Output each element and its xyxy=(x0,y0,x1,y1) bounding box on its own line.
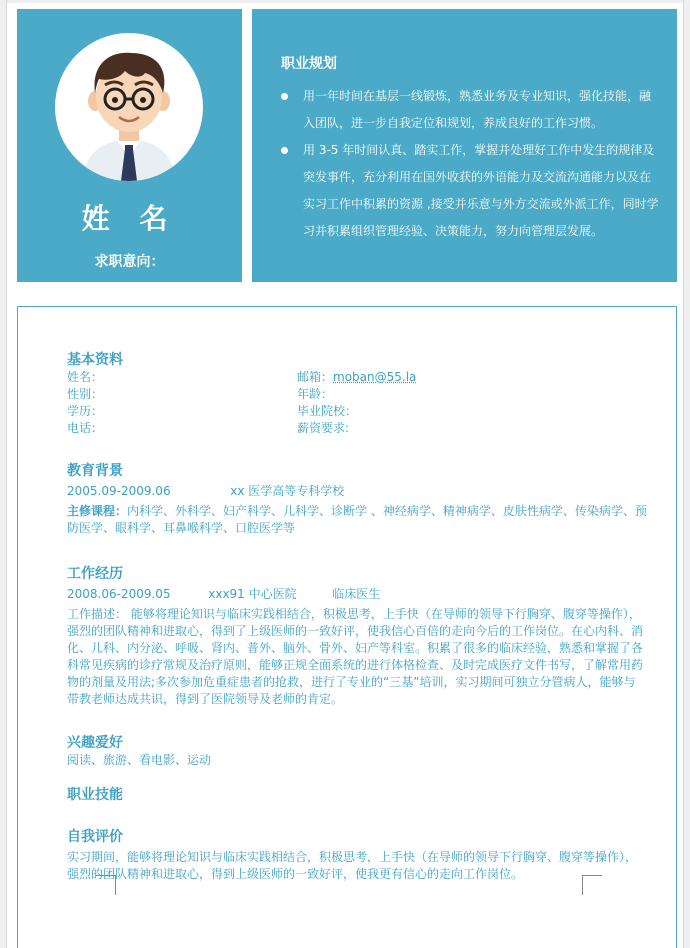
basic-info-section xyxy=(67,349,647,437)
courses-text: 内科学、外科学、妇产科学、儿科学、诊断学 、神经病学、精神病学、皮肤性病学、传染病学、预防医学、眼科学、耳鼻喉科学、口腔医学等 xyxy=(67,504,647,535)
basic-info-row xyxy=(67,403,647,420)
phone-label: 电话： xyxy=(67,421,104,435)
bullet-icon xyxy=(281,147,288,154)
basic-info-row xyxy=(67,420,647,437)
education-title: 教育背景 xyxy=(67,463,123,479)
career-plan-list xyxy=(281,83,661,245)
basic-info-row xyxy=(67,386,647,403)
courses-label: 主修课程： xyxy=(67,504,128,518)
profile-card xyxy=(17,9,242,282)
hobbies-content: 阅读、旅游、看电影、运动 xyxy=(67,753,212,767)
email-link[interactable]: moban@55.la xyxy=(333,370,417,384)
work-section xyxy=(67,563,647,708)
work-period: 2008.06-2009.05 xyxy=(67,587,171,601)
gender-label: 性别： xyxy=(67,387,104,401)
education-school: xx 医学高等专科学校 xyxy=(230,484,345,498)
basic-info-title: 基本资料 xyxy=(67,352,123,368)
career-plan-card xyxy=(252,9,677,282)
page-left-edge xyxy=(0,0,7,948)
work-title: 工作经历 xyxy=(67,566,123,582)
hobbies-section xyxy=(67,732,647,769)
work-hospital: xxx91 中心医院 xyxy=(208,587,297,601)
candidate-name: 姓 名 xyxy=(81,202,178,235)
job-intent-label: 求职意向： xyxy=(94,254,165,270)
education-label: 学历： xyxy=(67,404,104,418)
skills-title: 职业技能 xyxy=(67,787,123,803)
salary-label: 薪资要求: xyxy=(297,421,350,435)
page-top-edge xyxy=(0,0,690,3)
basic-info-row xyxy=(67,369,647,386)
self-eval-title: 自我评价 xyxy=(67,829,123,845)
crop-mark-icon xyxy=(582,875,602,895)
crop-mark-icon xyxy=(96,875,116,895)
career-plan-item xyxy=(281,83,661,137)
school-label: 毕业院校： xyxy=(297,404,358,418)
career-plan-title: 职业规划 xyxy=(281,56,337,72)
education-section xyxy=(67,460,647,537)
work-position: 临床医生 xyxy=(332,587,381,601)
skills-section xyxy=(67,784,647,804)
career-plan-item xyxy=(281,137,661,245)
self-eval-section xyxy=(67,826,647,883)
avatar xyxy=(55,33,203,181)
age-label: 年龄： xyxy=(297,387,334,401)
name-label: 姓名： xyxy=(67,370,104,384)
career-plan-item-text: 用一年时间在基层一线锻炼，熟悉业务及专业知识，强化技能，融入团队，进一步自我定位和规划，养成良好的工作习惯。 xyxy=(303,89,652,130)
hobbies-title: 兴趣爱好 xyxy=(67,735,123,751)
self-eval-content: 实习期间，能够将理论知识与临床实践相结合，积极思考，上手快（在导师的领导下行胸穿、腹穿等操作），强烈的团队精神和进取心，得到上级医师的一致好评，使我更有信心的走向工作岗位。 xyxy=(67,850,638,881)
education-entry xyxy=(67,483,647,500)
bullet-icon xyxy=(281,93,288,100)
education-courses xyxy=(67,503,647,537)
education-period: 2005.09-2009.06 xyxy=(67,484,171,498)
work-entry xyxy=(67,586,647,603)
career-plan-item-text: 用 3-5 年时间认真、踏实工作，掌握并处理好工作中发生的规律及突发事件，充分利用在国外收获的外语能力及交流沟通能力以及在实习工作中积累的资源 ,接受并乐意与外方交流或外派工作，同时学习并积累组织管理经验、决策能力，努力向管理层发展。 xyxy=(303,143,659,238)
page-right-edge xyxy=(683,0,690,948)
resume-main-section xyxy=(17,306,677,948)
avatar-illustration-icon xyxy=(55,33,203,181)
work-description: 工作描述： 能够将理论知识与临床实践相结合，积极思考，上手快（在导师的领导下行胸穿、腹穿等操作），强烈的团队精神和进取心，得到了上级医师的一致好评，使我信心百倍的走向今后的工作岗位。在心内科、消化、儿科、内分泌、呼吸、肾内、普外、脑外、骨外、妇产等科室。积累了很多的临床经验，熟悉和掌握了各科常见疾病的诊疗常规及治疗原则，能够正规全面系统的进行体格检查、及时完成医疗文件书写，了解常用药物的剂量及用法;多次参加危重症患者的抢救，进行了专业的“三基”培训，实习期间可独立分管病人，能够与带教老师达成共识，得到了医院领导及老师的肯定。 xyxy=(67,607,644,706)
email-field: 邮箱：moban@55.la xyxy=(297,370,417,384)
